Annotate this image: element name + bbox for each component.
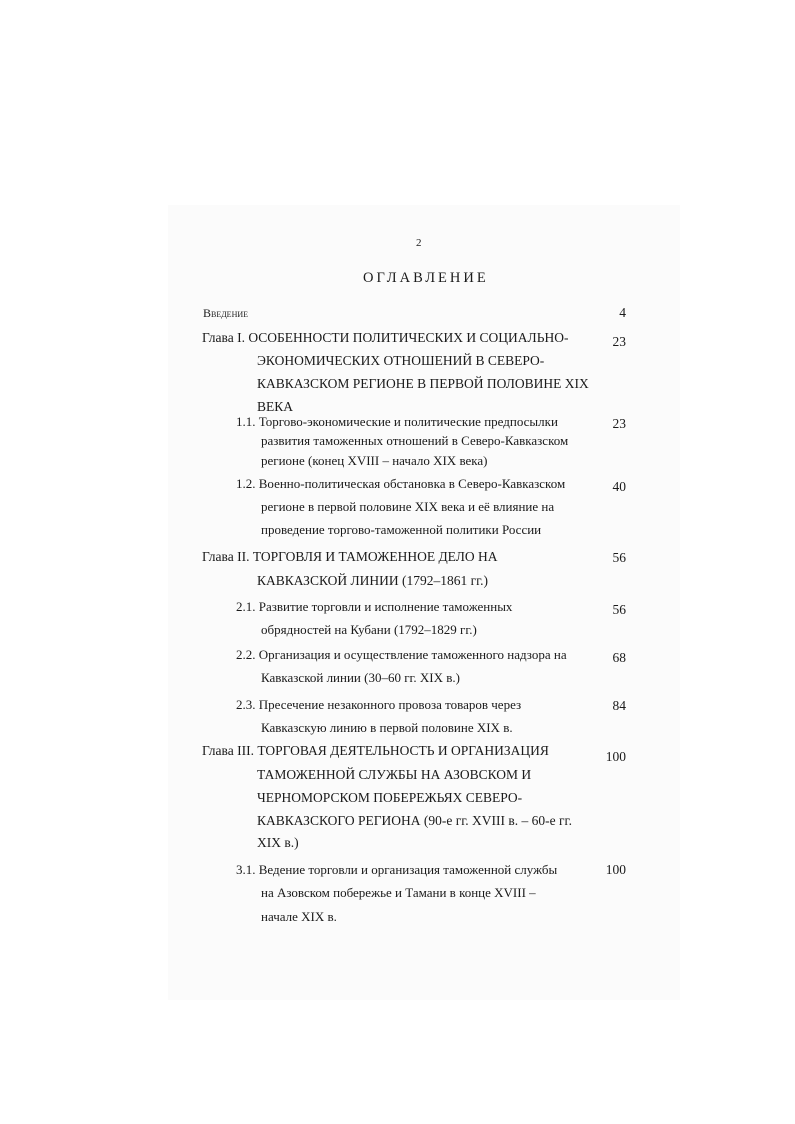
toc-line: регионе в первой половине XIX века и её влияние на [261, 499, 555, 514]
toc-line: проведение торгово-таможенной политики России [261, 522, 542, 537]
toc-section-1-2-page: 40 [612, 479, 626, 494]
page-number: 2 [416, 237, 422, 249]
toc-line: 3.1. Ведение торговли и организация таможенной службы [236, 862, 558, 877]
toc-line: 1.2. Военно-политическая обстановка в Северо-Кавказском [236, 476, 566, 491]
toc-chapter-3-page: 100 [605, 749, 626, 764]
toc-line: КАВКАЗСКОМ РЕГИОНЕ В ПЕРВОЙ ПОЛОВИНЕ XIX [257, 376, 589, 391]
toc-line: Глава III. ТОРГОВАЯ ДЕЯТЕЛЬНОСТЬ И ОРГАНИЗАЦИЯ [202, 743, 549, 758]
toc-line: 1.1. Торгово-экономические и политические предпосылки [236, 414, 558, 429]
toc-line: Глава I. ОСОБЕННОСТИ ПОЛИТИЧЕСКИХ И СОЦИАЛЬНО- [202, 330, 569, 345]
toc-section-3-1-page: 100 [605, 862, 626, 877]
toc-line: 2.3. Пресечение незаконного провоза товаров через [236, 697, 522, 712]
toc-line: ЧЕРНОМОРСКОМ ПОБЕРЕЖЬЯХ СЕВЕРО- [257, 790, 523, 805]
toc-line: обрядностей на Кубани (1792–1829 гг.) [261, 622, 477, 637]
toc-line: ЭКОНОМИЧЕСКИХ ОТНОШЕНИЙ В СЕВЕРО- [257, 353, 545, 368]
toc-chapter-1-page: 23 [612, 334, 626, 349]
toc-line: ВЕКА [257, 399, 294, 414]
toc-section-2-2-page: 68 [612, 650, 626, 665]
toc-line: Кавказскую линию в первой половине XIX в. [261, 720, 513, 735]
toc-section-1-1-page: 23 [612, 416, 626, 431]
toc-line: начале XIX в. [261, 909, 337, 924]
toc-title: ОГЛАВЛЕНИЕ [363, 270, 489, 286]
toc-line: Глава II. ТОРГОВЛЯ И ТАМОЖЕННОЕ ДЕЛО НА [202, 549, 498, 564]
toc-line: 2.1. Развитие торговли и исполнение таможенных [236, 599, 513, 614]
toc-intro-page: 4 [619, 305, 626, 320]
toc-intro-label: Введение [203, 306, 249, 320]
toc-chapter-2-page: 56 [612, 550, 626, 565]
toc-line: регионе (конец XVIII – начало XIX века) [261, 453, 488, 468]
toc-line: 2.2. Организация и осуществление таможенного надзора на [236, 647, 567, 662]
toc-line: XIX в.) [257, 835, 299, 850]
toc-line: на Азовском побережье и Тамани в конце XVIII – [261, 885, 536, 900]
toc-line: ТАМОЖЕННОЙ СЛУЖБЫ НА АЗОВСКОМ И [257, 767, 532, 782]
toc-line: развития таможенных отношений в Северо-Кавказском [261, 433, 569, 448]
toc-section-2-3-page: 84 [612, 698, 626, 713]
toc-line: Кавказской линии (30–60 гг. XIX в.) [261, 670, 460, 685]
toc-section-2-1-page: 56 [612, 602, 626, 617]
toc-line: КАВКАЗСКОГО РЕГИОНА (90-е гг. XVIII в. – 60-е гг. [257, 813, 572, 828]
toc-line: КАВКАЗСКОЙ ЛИНИИ (1792–1861 гг.) [257, 573, 489, 588]
